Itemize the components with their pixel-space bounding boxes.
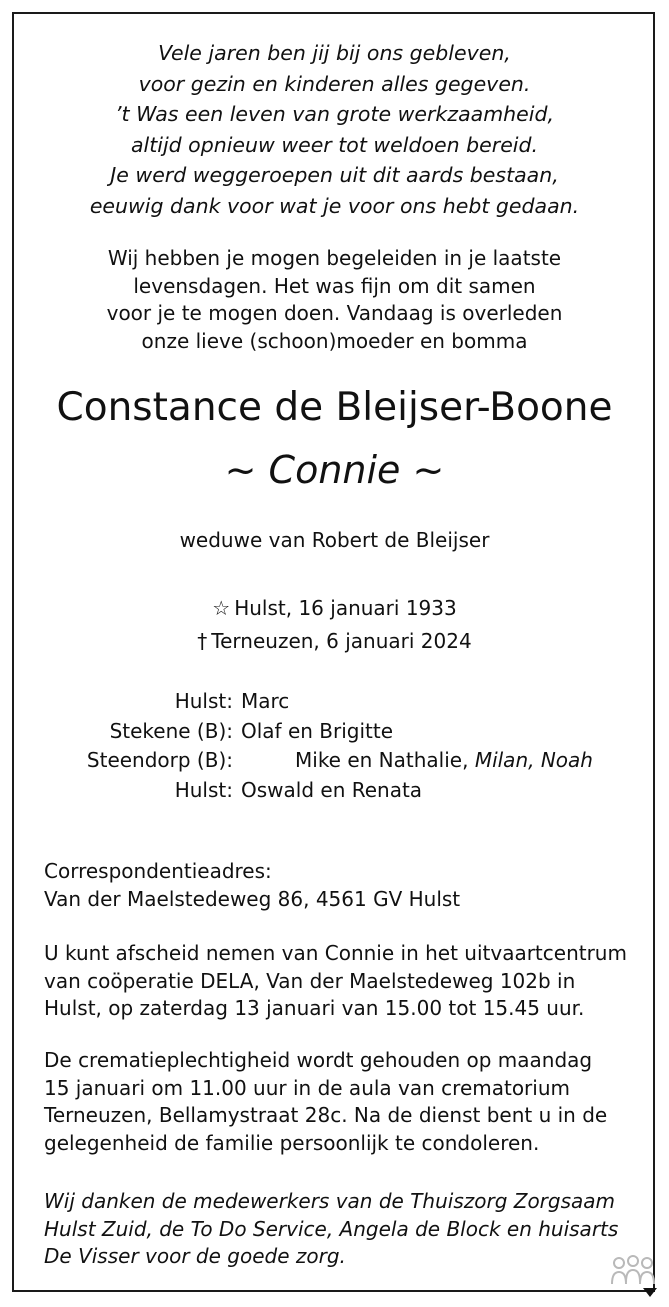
- farewell-line: Hulst, op zaterdag 13 januari van 15.00 tot 15.45 uur.: [44, 996, 585, 1020]
- family-row: [0, 717, 669, 747]
- nickname: Connie: [268, 448, 401, 492]
- correspondence-label: Correspondentieadres:: [44, 859, 272, 883]
- family-names: Olaf en Brigitte: [241, 718, 394, 743]
- cremation-line: Terneuzen, Bellamystraat 28c. Na de dienst bent u in de: [44, 1103, 608, 1127]
- farewell-info: [44, 940, 644, 1023]
- birth-line: [0, 592, 669, 625]
- family-row: [0, 746, 669, 776]
- poem-line: voor gezin en kinderen alles gegeven.: [138, 71, 531, 96]
- arrow-down-icon[interactable]: [643, 1288, 657, 1297]
- poem-line: altijd opnieuw weer tot weldoen bereid.: [130, 132, 539, 157]
- family-names: Marc: [241, 689, 290, 713]
- correspondence: [44, 858, 644, 913]
- farewell-line: van coöperatie DELA, Van der Maelstedeweg 102b in: [44, 968, 576, 993]
- tilde-left: ~: [224, 448, 257, 492]
- intro-line: onze lieve (schoon)moeder en bomma: [141, 328, 528, 353]
- cremation-info: [44, 1047, 644, 1157]
- family-place: Steendorp (B):: [86, 748, 233, 772]
- poem: [0, 38, 669, 221]
- family-couple: Mike en Nathalie,: [295, 748, 469, 772]
- poem-line: ’t Was een leven van grote werkzaamheid,: [115, 102, 554, 126]
- poem-line: eeuwig dank voor wat je voor ons hebt gedaan.: [89, 193, 580, 218]
- family-row: [0, 687, 669, 717]
- intro-line: voor je te mogen doen. Vandaag is overleden: [106, 301, 563, 325]
- thanks-line: Wij danken de medewerkers van de Thuiszorg Zorgsaam: [44, 1189, 616, 1213]
- intro-text: [0, 245, 669, 355]
- deceased-name: Constance de Bleijser-Boone: [56, 385, 613, 430]
- thanks-text: [44, 1188, 644, 1271]
- family-list: [0, 687, 669, 805]
- correspondence-address: Van der Maelstedeweg 86, 4561 GV Hulst: [44, 886, 461, 911]
- poem-line: Je werd weggeroepen uit dit aards bestaan,: [110, 163, 559, 187]
- family-row: [0, 776, 669, 806]
- family-names: Oswald en Renata: [241, 777, 423, 802]
- family-place: Hulst:: [174, 689, 233, 713]
- thanks-line: Hulst Zuid, de To Do Service, Angela de Block en huisarts: [44, 1216, 619, 1241]
- farewell-line: U kunt afscheid nemen van Connie in het uitvaartcentrum: [44, 941, 627, 965]
- tilde-right: ~: [412, 448, 445, 492]
- thanks-line: De Visser voor de goede zorg.: [44, 1244, 346, 1268]
- family-place: Stekene (B):: [109, 718, 233, 743]
- cremation-line: De crematieplechtigheid wordt gehouden op maandag: [44, 1048, 593, 1072]
- widow-of: weduwe van Robert de Bleijser: [179, 528, 490, 552]
- cremation-line: 15 januari om 11.00 uur in de aula van crematorium: [44, 1075, 570, 1100]
- birth-date: Hulst, 16 januari 1933: [234, 596, 457, 620]
- intro-line: Wij hebben je mogen begeleiden in je laatste: [107, 246, 562, 270]
- death-line: [0, 625, 669, 658]
- cremation-line: gelegenheid de familie persoonlijk te condoleren.: [44, 1130, 540, 1155]
- family-names: [233, 746, 593, 776]
- intro-line: levensdagen. Het was fijn om dit samen: [133, 273, 536, 298]
- death-date: Terneuzen, 6 januari 2024: [211, 629, 472, 653]
- poem-line: Vele jaren ben jij bij ons gebleven,: [158, 41, 511, 65]
- grandchildren: Milan, Noah: [474, 748, 593, 772]
- family-place: Hulst:: [174, 777, 233, 802]
- life-dates: [0, 592, 669, 658]
- deceased-nickname: [0, 442, 669, 498]
- family-people-icon[interactable]: [609, 1252, 659, 1300]
- star-icon: ☆: [212, 596, 231, 620]
- cross-icon: †: [197, 629, 208, 653]
